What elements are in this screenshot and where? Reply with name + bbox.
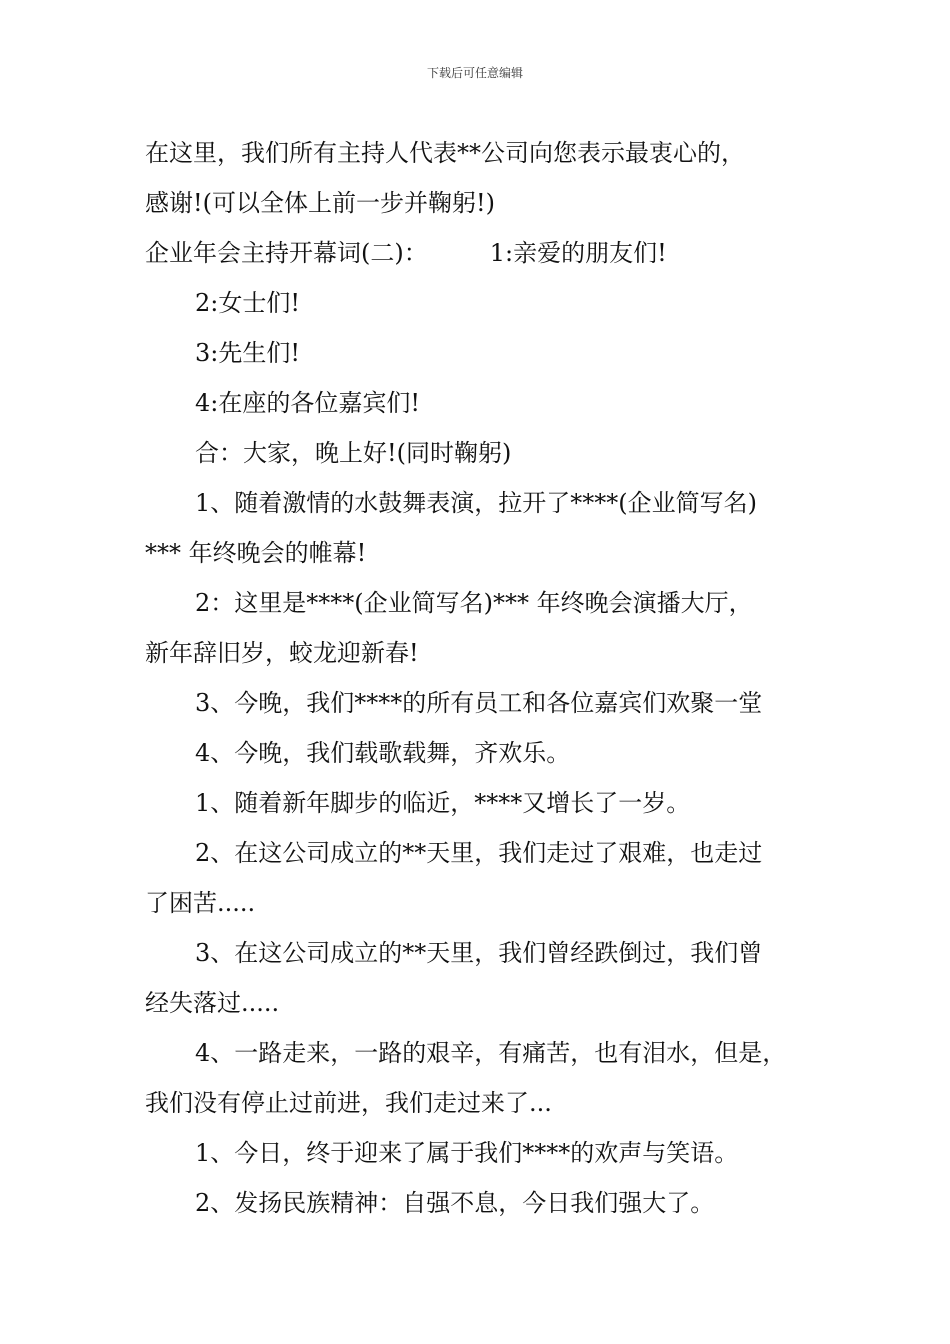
paragraph-line: 我们没有停止过前进，我们走过来了... <box>145 1089 552 1117</box>
paragraph-line: 3、今晚，我们****的所有员工和各位嘉宾们欢聚一堂 <box>195 689 763 717</box>
paragraph-line: 2:女士们! <box>195 289 300 317</box>
paragraph-line: 1、今日，终于迎来了属于我们****的欢声与笑语。 <box>195 1139 739 1167</box>
paragraph-line: 3:先生们! <box>195 339 300 367</box>
paragraph-line: 在这里，我们所有主持人代表**公司向您表示最衷心的， <box>145 139 745 167</box>
paragraph-line: 4:在座的各位嘉宾们! <box>195 389 420 417</box>
page-header: 下载后可任意编辑 <box>426 66 523 80</box>
paragraph-line: *** 年终晚会的帷幕! <box>145 539 367 567</box>
paragraph-line: 2、发扬民族精神：自强不息，今日我们强大了。 <box>195 1189 715 1217</box>
paragraph-line: 经失落过..... <box>145 989 280 1017</box>
paragraph-line: 4、今晚，我们载歌载舞，齐欢乐。 <box>195 739 571 767</box>
paragraph-line: 感谢!(可以全体上前一步并鞠躬!) <box>145 189 496 217</box>
paragraph-line: 1、随着新年脚步的临近，****又增长了一岁。 <box>195 789 691 817</box>
paragraph-line: 1、随着激情的水鼓舞表演，拉开了****(企业简写名) <box>195 489 757 517</box>
section-heading: 企业年会主持开幕词(二)： <box>145 239 428 267</box>
paragraph-line: 3、在这公司成立的**天里，我们曾经跌倒过，我们曾 <box>195 939 763 967</box>
paragraph-line: 2、在这公司成立的**天里，我们走过了艰难，也走过 <box>195 839 763 867</box>
paragraph-line: 合：大家，晚上好!(同时鞠躬) <box>195 439 512 467</box>
paragraph-line: 4、一路走来，一路的艰辛，有痛苦，也有泪水，但是， <box>195 1039 787 1067</box>
greeting-1: 1:亲爱的朋友们! <box>489 239 667 267</box>
paragraph-line: 2：这里是****(企业简写名)*** 年终晚会演播大厅， <box>195 589 753 617</box>
paragraph-line: 了困苦..... <box>145 889 256 917</box>
section-heading-line <box>145 228 815 278</box>
paragraph-line: 新年辞旧岁，蛟龙迎新春! <box>145 639 419 667</box>
document-body <box>145 128 815 1228</box>
